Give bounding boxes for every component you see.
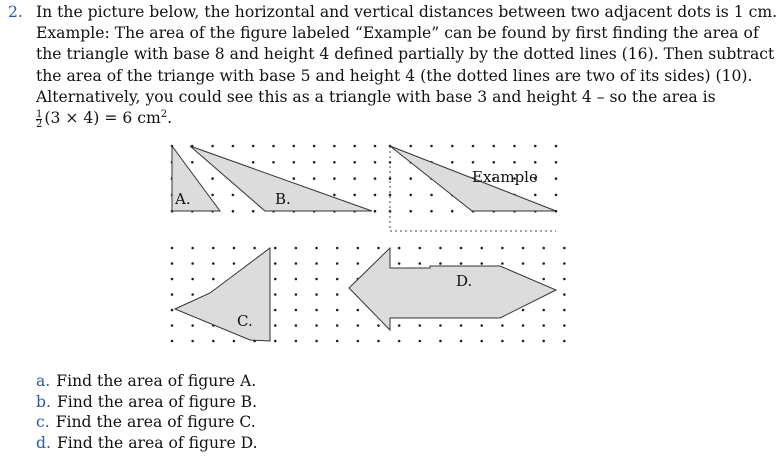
grid-dot xyxy=(451,161,454,164)
grid-dot xyxy=(472,145,475,148)
problem-line-3: the triangle with base 8 and height 4 defined partially by the dotted lines (16). Then subtract xyxy=(36,45,775,64)
grid-dot xyxy=(451,210,454,213)
grid-dot xyxy=(313,161,316,164)
grid-dot xyxy=(563,278,566,281)
question-label: c. xyxy=(36,413,50,432)
grid-dot xyxy=(563,309,566,312)
grid-dot xyxy=(336,262,339,265)
grid-dot xyxy=(430,194,433,197)
grid-dot xyxy=(336,309,339,312)
grid-dot xyxy=(353,161,356,164)
grid-dot xyxy=(171,278,174,281)
grid-dot xyxy=(522,247,525,250)
grid-dot xyxy=(542,309,545,312)
grid-dot xyxy=(501,324,504,327)
grid-dot xyxy=(563,293,566,296)
grid-dot xyxy=(212,262,215,265)
grid-dot xyxy=(377,247,380,250)
grid-dot xyxy=(357,309,360,312)
grid-dot xyxy=(492,161,495,164)
grid-dot xyxy=(451,145,454,148)
grid-dot xyxy=(501,262,504,265)
grid-dot xyxy=(295,247,298,250)
grid-dot xyxy=(542,340,545,343)
grid-dot xyxy=(374,145,377,148)
grid-dot xyxy=(336,340,339,343)
grid-dot xyxy=(313,177,316,180)
grid-dot xyxy=(430,145,433,148)
grid-dot xyxy=(357,262,360,265)
grid-dot xyxy=(336,293,339,296)
grid-dot xyxy=(439,247,442,250)
grid-dot xyxy=(409,177,412,180)
grid-dot xyxy=(534,194,537,197)
grid-dot xyxy=(315,247,318,250)
grid-dot xyxy=(513,145,516,148)
grid-dot xyxy=(333,194,336,197)
grid-dot xyxy=(315,324,318,327)
grid-dot xyxy=(274,324,277,327)
grid-dot xyxy=(522,340,525,343)
grid-dot xyxy=(480,247,483,250)
grid-dot xyxy=(460,324,463,327)
grid-dot xyxy=(171,309,174,312)
grid-dot xyxy=(398,262,401,265)
question-text: Find the area of figure C. xyxy=(55,413,256,432)
grid-dot xyxy=(522,309,525,312)
problem-line-5: Alternatively, you could see this as a triangle with base 3 and height 4 – so the area is xyxy=(36,87,716,106)
grid-dot xyxy=(252,145,255,148)
grid-dot xyxy=(274,340,277,343)
grid-dot xyxy=(233,262,236,265)
problem-number: 2. xyxy=(8,3,23,21)
grid-dot xyxy=(295,278,298,281)
grid-dot xyxy=(171,324,174,327)
grid-dot xyxy=(419,340,422,343)
formula-exponent: 2 xyxy=(160,108,168,120)
grid-dot xyxy=(501,247,504,250)
grid-dot xyxy=(555,194,558,197)
grid-dot xyxy=(555,145,558,148)
grid-dot xyxy=(274,278,277,281)
grid-dot xyxy=(480,324,483,327)
grid-dot xyxy=(501,340,504,343)
grid-dot xyxy=(409,210,412,213)
grid-dot xyxy=(374,194,377,197)
grid-dot xyxy=(377,324,380,327)
grid-dot xyxy=(336,247,339,250)
grid-dot xyxy=(398,247,401,250)
grid-dot xyxy=(313,145,316,148)
grid-dot xyxy=(460,262,463,265)
grid-dot xyxy=(357,247,360,250)
grid-dot xyxy=(274,293,277,296)
grid-dot xyxy=(555,177,558,180)
formula-body: (3 × 4) = 6 cm xyxy=(44,109,161,128)
grid-dot xyxy=(389,194,392,197)
grid-dot xyxy=(398,324,401,327)
grid-dot xyxy=(272,145,275,148)
grid-dot xyxy=(272,161,275,164)
question-text: Find the area of figure A. xyxy=(56,372,257,390)
formula-end: . xyxy=(167,109,173,128)
question-a xyxy=(36,371,258,392)
grid-dot xyxy=(274,262,277,265)
question-text: Find the area of figure D. xyxy=(56,433,258,452)
grid-dot xyxy=(419,247,422,250)
grid-dot xyxy=(377,340,380,343)
grid-dot xyxy=(374,161,377,164)
question-c xyxy=(36,412,258,433)
grid-dot xyxy=(315,340,318,343)
grid-dot xyxy=(460,247,463,250)
grid-dot xyxy=(353,145,356,148)
grid-dot xyxy=(353,177,356,180)
grid-dot xyxy=(295,293,298,296)
grid-dot xyxy=(191,262,194,265)
grid-dot xyxy=(513,161,516,164)
grid-dot xyxy=(295,340,298,343)
grid-dot xyxy=(233,340,236,343)
grid-dot xyxy=(232,210,235,213)
grid-dot xyxy=(439,340,442,343)
grid-dot xyxy=(191,161,194,164)
question-label: d. xyxy=(36,433,51,452)
label-a: A. xyxy=(175,190,191,208)
grid-dot xyxy=(357,340,360,343)
grid-dot xyxy=(315,309,318,312)
grid-dot xyxy=(295,324,298,327)
grid-dot xyxy=(212,340,215,343)
figure-c-polygon xyxy=(175,248,270,341)
grid-dot xyxy=(430,210,433,213)
grid-dot xyxy=(333,177,336,180)
question-text: Find the area of figure B. xyxy=(56,392,258,411)
grid-dot xyxy=(534,145,537,148)
grid-dot xyxy=(522,262,525,265)
grid-dot xyxy=(542,324,545,327)
grid-dot xyxy=(398,340,401,343)
grid-dot xyxy=(439,324,442,327)
label-c: C. xyxy=(237,312,253,330)
grid-dot xyxy=(191,247,194,250)
grid-dot xyxy=(336,278,339,281)
grid-dot xyxy=(274,247,277,250)
grid-dot xyxy=(357,324,360,327)
grid-dot xyxy=(293,161,296,164)
figure-d-polygon xyxy=(349,248,556,330)
label-b: B. xyxy=(275,190,291,208)
grid-dot xyxy=(460,340,463,343)
grid-dot xyxy=(534,161,537,164)
grid-dot xyxy=(315,293,318,296)
question-list xyxy=(36,371,258,453)
grid-dot xyxy=(295,309,298,312)
grid-dot xyxy=(419,262,422,265)
grid-dot xyxy=(171,262,174,265)
grid-dot xyxy=(480,340,483,343)
grid-dot xyxy=(522,324,525,327)
grid-dot xyxy=(492,145,495,148)
problem-line-1: In the picture below, the horizontal and vertical distances between two adjacent dots is 1 cm. xyxy=(36,3,777,21)
grid-dot xyxy=(409,194,412,197)
grid-dot xyxy=(555,161,558,164)
grid-dot xyxy=(233,247,236,250)
grid-dot xyxy=(191,324,194,327)
grid-dot xyxy=(542,278,545,281)
grid-dot xyxy=(563,247,566,250)
problem-line-4: the area of the triange with base 5 and height 4 (the dotted lines are two of its sides) (10). xyxy=(36,66,753,85)
grid-dot xyxy=(252,161,255,164)
grid-dot xyxy=(191,278,194,281)
grid-dot xyxy=(563,262,566,265)
question-d xyxy=(36,433,258,454)
grid-dot xyxy=(439,262,442,265)
grid-dot xyxy=(232,145,235,148)
grid-dot xyxy=(409,145,412,148)
grid-dot xyxy=(211,145,214,148)
grid-dot xyxy=(211,194,214,197)
question-label: b. xyxy=(36,392,51,411)
grid-dot xyxy=(563,324,566,327)
grid-dot xyxy=(171,247,174,250)
grid-dot xyxy=(293,145,296,148)
label-example: Example xyxy=(472,168,538,186)
problem-line-2: Example: The area of the figure labeled “Example” can be found by first finding the area of xyxy=(36,24,759,43)
grid-dot xyxy=(542,262,545,265)
grid-dot xyxy=(232,194,235,197)
grid-dot xyxy=(274,309,277,312)
grid-dot xyxy=(374,177,377,180)
grid-dot xyxy=(253,247,256,250)
grid-dot xyxy=(293,177,296,180)
question-b xyxy=(36,392,258,413)
grid-dot xyxy=(336,324,339,327)
grid-dot xyxy=(191,340,194,343)
grid-dot xyxy=(353,194,356,197)
grid-dot xyxy=(333,161,336,164)
grid-dot xyxy=(212,278,215,281)
grid-dot xyxy=(315,262,318,265)
grid-dot xyxy=(563,340,566,343)
grid-dot xyxy=(171,293,174,296)
grid-dot xyxy=(472,161,475,164)
fraction-denominator: 2 xyxy=(36,118,43,130)
grid-dot xyxy=(295,262,298,265)
fraction-numerator: 1 xyxy=(36,108,43,120)
grid-dot xyxy=(211,177,214,180)
grid-dot xyxy=(191,293,194,296)
grid-dot xyxy=(212,247,215,250)
grid-dot xyxy=(333,145,336,148)
grid-dot xyxy=(374,210,377,213)
question-label: a. xyxy=(36,372,51,390)
grid-dot xyxy=(419,324,422,327)
grid-dot xyxy=(480,262,483,265)
grid-dot xyxy=(252,210,255,213)
label-d: D. xyxy=(456,272,473,290)
grid-dot xyxy=(542,247,545,250)
grid-dot xyxy=(171,340,174,343)
grid-dot xyxy=(315,278,318,281)
